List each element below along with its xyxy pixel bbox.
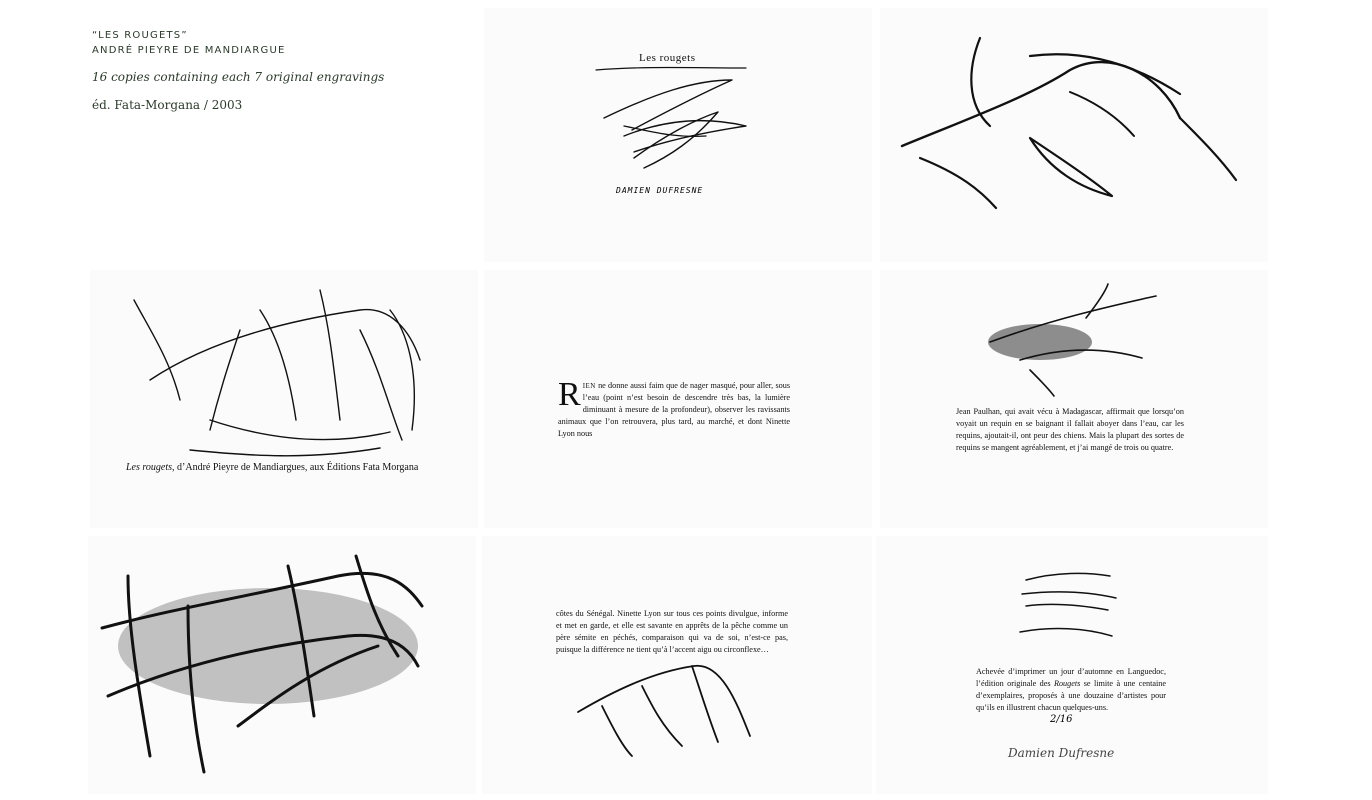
paragraph: ne donne aussi faim que de nager masqué, pour aller, sous l’eau (point n’est besoin de descendre très bas, la lumière diminuant à mesure de la profondeur), observer les ravissants animaux que l’on retrouvera, plus tard, au marché, et dont Ninette Lyon nous <box>558 381 790 438</box>
colophon-panel[interactable] <box>876 536 1268 794</box>
small-caps: IEN <box>582 382 596 390</box>
book-info <box>92 28 472 112</box>
fish-drawing <box>880 8 1268 262</box>
copies-note: 16 copies containing each 7 original engravings <box>92 70 385 84</box>
book-author: ANDRÉ PIEYRE DE MANDIARGUE <box>92 45 286 56</box>
book-caption <box>126 462 418 473</box>
engraving-panel-2[interactable] <box>880 8 1268 262</box>
text-panel-6[interactable] <box>880 270 1268 528</box>
body-text: Jean Paulhan, qui avait vécu à Madagascar, affirmait que lorsqu’on voyait un requin en se baignant il fallait aboyer dans l’eau, car les requins, ajoutait-il, ont peur des chiens. Mais la plupart des sortes de requins se mangent agréablement, et j’ai mangé de trois ou quatre. <box>956 407 1184 452</box>
fish-drawing <box>876 536 1268 656</box>
fish-drawing <box>484 8 872 262</box>
fish-drawing <box>88 536 476 794</box>
fish-drawing <box>482 536 872 794</box>
drop-cap: R <box>558 376 581 413</box>
fish-drawing <box>90 270 478 528</box>
body-text: côtes du Sénégal. Ninette Lyon sur tous ces points divulgue, informe et met en garde, et elle est savante en apprêts de la pêche comme un père sémite en péchés, comparaison qui va de soi, n’est-ce pas, puisque la différence ne tient qu’à l’accent aigu ou circonflexe… <box>556 609 788 654</box>
text-panel-8[interactable] <box>482 536 872 794</box>
artist-signature: Damien Dufresne <box>1008 746 1115 760</box>
body-text <box>558 376 790 440</box>
book-title: “LES ROUGETS” <box>92 30 188 41</box>
copy-number: 2/16 <box>1050 714 1073 725</box>
engraving-panel-7[interactable] <box>88 536 476 794</box>
artist-signature: DAMIEN DUFRESNE <box>616 186 704 195</box>
panel-title: Les rougets <box>639 52 696 64</box>
engraving-panel-4[interactable] <box>90 270 478 528</box>
caption-text: , d’André Pieyre de Mandiargues, aux Éditions Fata Morgana <box>172 462 419 473</box>
page-title-panel[interactable] <box>484 8 872 262</box>
fish-drawing <box>880 270 1268 400</box>
edition-note: éd. Fata-Morgana / 2003 <box>92 98 243 112</box>
colophon-text: Achevée d’imprimer un jour d’automne en Languedoc, l’édition originale des Rougets se limite à une centaine d’exemplaires, proposés à une douzaine d’artistes pour qu’ils en illustrent chacun quelques-uns. <box>976 667 1166 712</box>
text-panel-5[interactable] <box>484 270 872 528</box>
caption-italic: Les rougets <box>126 462 173 473</box>
